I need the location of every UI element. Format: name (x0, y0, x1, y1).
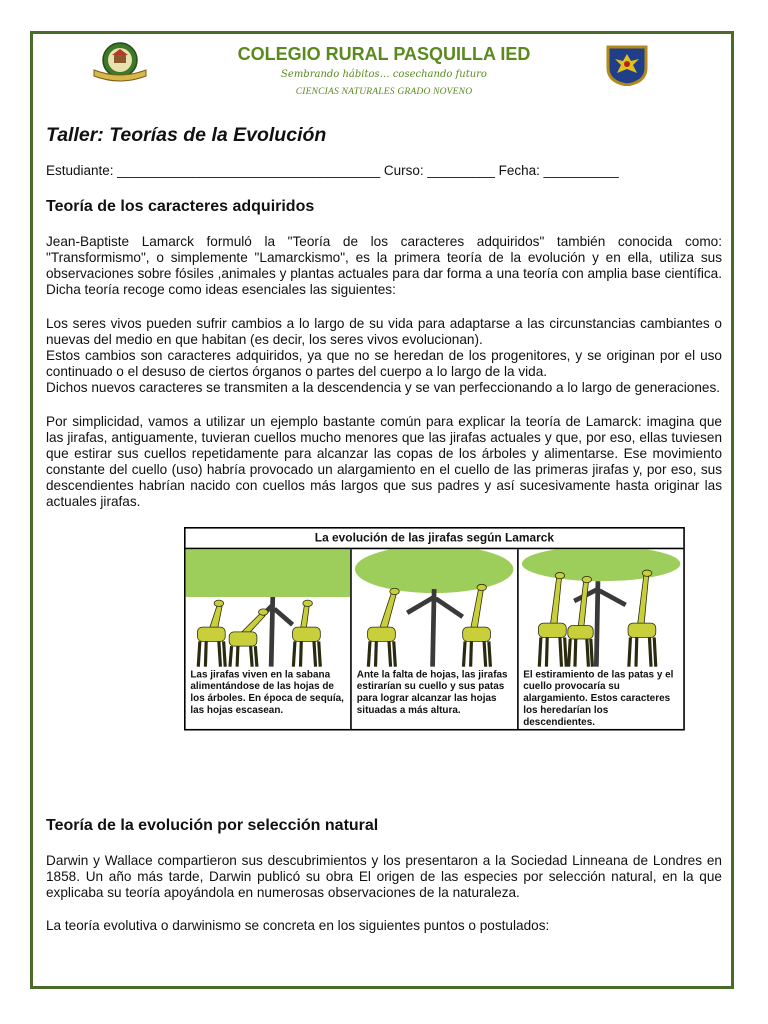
idea-item: Los seres vivos pueden sufrir cambios a lo largo de su vida para adaptarse a las circunstancias cambiantes o nuevas del medio en que habitan (es decir, los seres vivos evolucionan). (46, 316, 722, 347)
lamarck-ideas (46, 316, 722, 396)
lamarck-intro (46, 234, 722, 298)
page-title: Taller: Teorías de la Evolución (46, 124, 327, 146)
student-fields: Estudiante: ___________________________________ Curso: _________ Fecha: __________ (46, 163, 619, 178)
subject-line: CIENCIAS NATURALES GRADO NOVENO (295, 87, 473, 97)
figure-panel-2 (352, 549, 518, 730)
section-title-lamarck: Teoría de los caracteres adquiridos (46, 198, 315, 215)
giraffe-illustration-1 (186, 549, 351, 667)
lamarck-example (46, 414, 722, 510)
figure-caption-3: El estiramiento de las patas y el cuello provocaría su alargamiento. Estos caracteres los heredarían los descendientes. (523, 668, 674, 728)
figure-panel-3 (518, 549, 683, 730)
paragraph: Darwin y Wallace compartieron sus descubrimientos y los presentaron a la Sociedad Linneana de Londres en 1858. Un año más tarde, Darwin publicó su obra El origen de las especies por selección natural, en la que explicaba su teoría apoyándola en numerosas observaciones de la naturaleza. (46, 853, 722, 900)
giraffe-figure (184, 527, 685, 731)
school-motto: Sembrando hábitos… cosechando futuro (281, 69, 487, 80)
darwin-intro (46, 853, 722, 901)
paragraph: Jean-Baptiste Lamarck formuló la "Teoría de los caracteres adquiridos" también conocida como: "Transformismo", o simplemente "Lamarckismo", es la primera teoría de la evolución y en ella, utiliza sus observaciones sobre fósiles ,animales y plantas actuales para dar forma a una teoría con amplia base científica. Dicha teoría recoge como ideas esenciales las siguientes: (46, 234, 722, 297)
section-title-darwin: Teoría de la evolución por selección natural (46, 817, 379, 834)
figure-caption-2: Ante la falta de hojas, las jirafas estirarían su cuello y sus patas para lograr alcanzar las hojas situadas a más altura. (356, 668, 508, 716)
giraffe-illustration-2 (352, 549, 517, 667)
darwin-postulates-intro (46, 918, 722, 934)
figure-caption-1: Las jirafas viven en la sabana alimentándose de las hojas de los árboles. En época de sequía, las hojas escasean. (190, 668, 344, 716)
figure-panel-1 (186, 549, 352, 730)
figure-title: La evolución de las jirafas según Lamarck (186, 529, 684, 550)
giraffe-illustration-3 (518, 549, 683, 667)
paragraph: La teoría evolutiva o darwinismo se concreta en los siguientes puntos o postulados: (46, 918, 550, 933)
idea-item: Estos cambios son caracteres adquiridos, ya que no se heredan de los progenitores, y se originan por el uso continuado o el desuso de ciertos órganos o partes del cuerpo a lo largo de la vida. (46, 348, 722, 379)
paragraph: Por simplicidad, vamos a utilizar un ejemplo bastante común para explicar la teoría de Lamarck: imagina que las jirafas, antiguamente, tuvieran cuellos mucho menores que las jirafas actuales y que, por eso, ellas tuviesen que estirar sus cuellos repetidamente para alcanzar las copas de los árboles y alimentarse. Ese movimiento constante del cuello (uso) habría provocado un alargamiento en el cuello de las primeras jirafas y, por eso, sus descendientes habrían nacido con cuellos más largos que sus padres y así sucesivamente hasta originar las actuales jirafas. (46, 414, 722, 509)
school-name: COLEGIO RURAL PASQUILLA IED (237, 44, 531, 64)
idea-item: Dichos nuevos caracteres se transmiten a la descendencia y se van perfeccionando a lo largo de generaciones. (46, 380, 721, 395)
